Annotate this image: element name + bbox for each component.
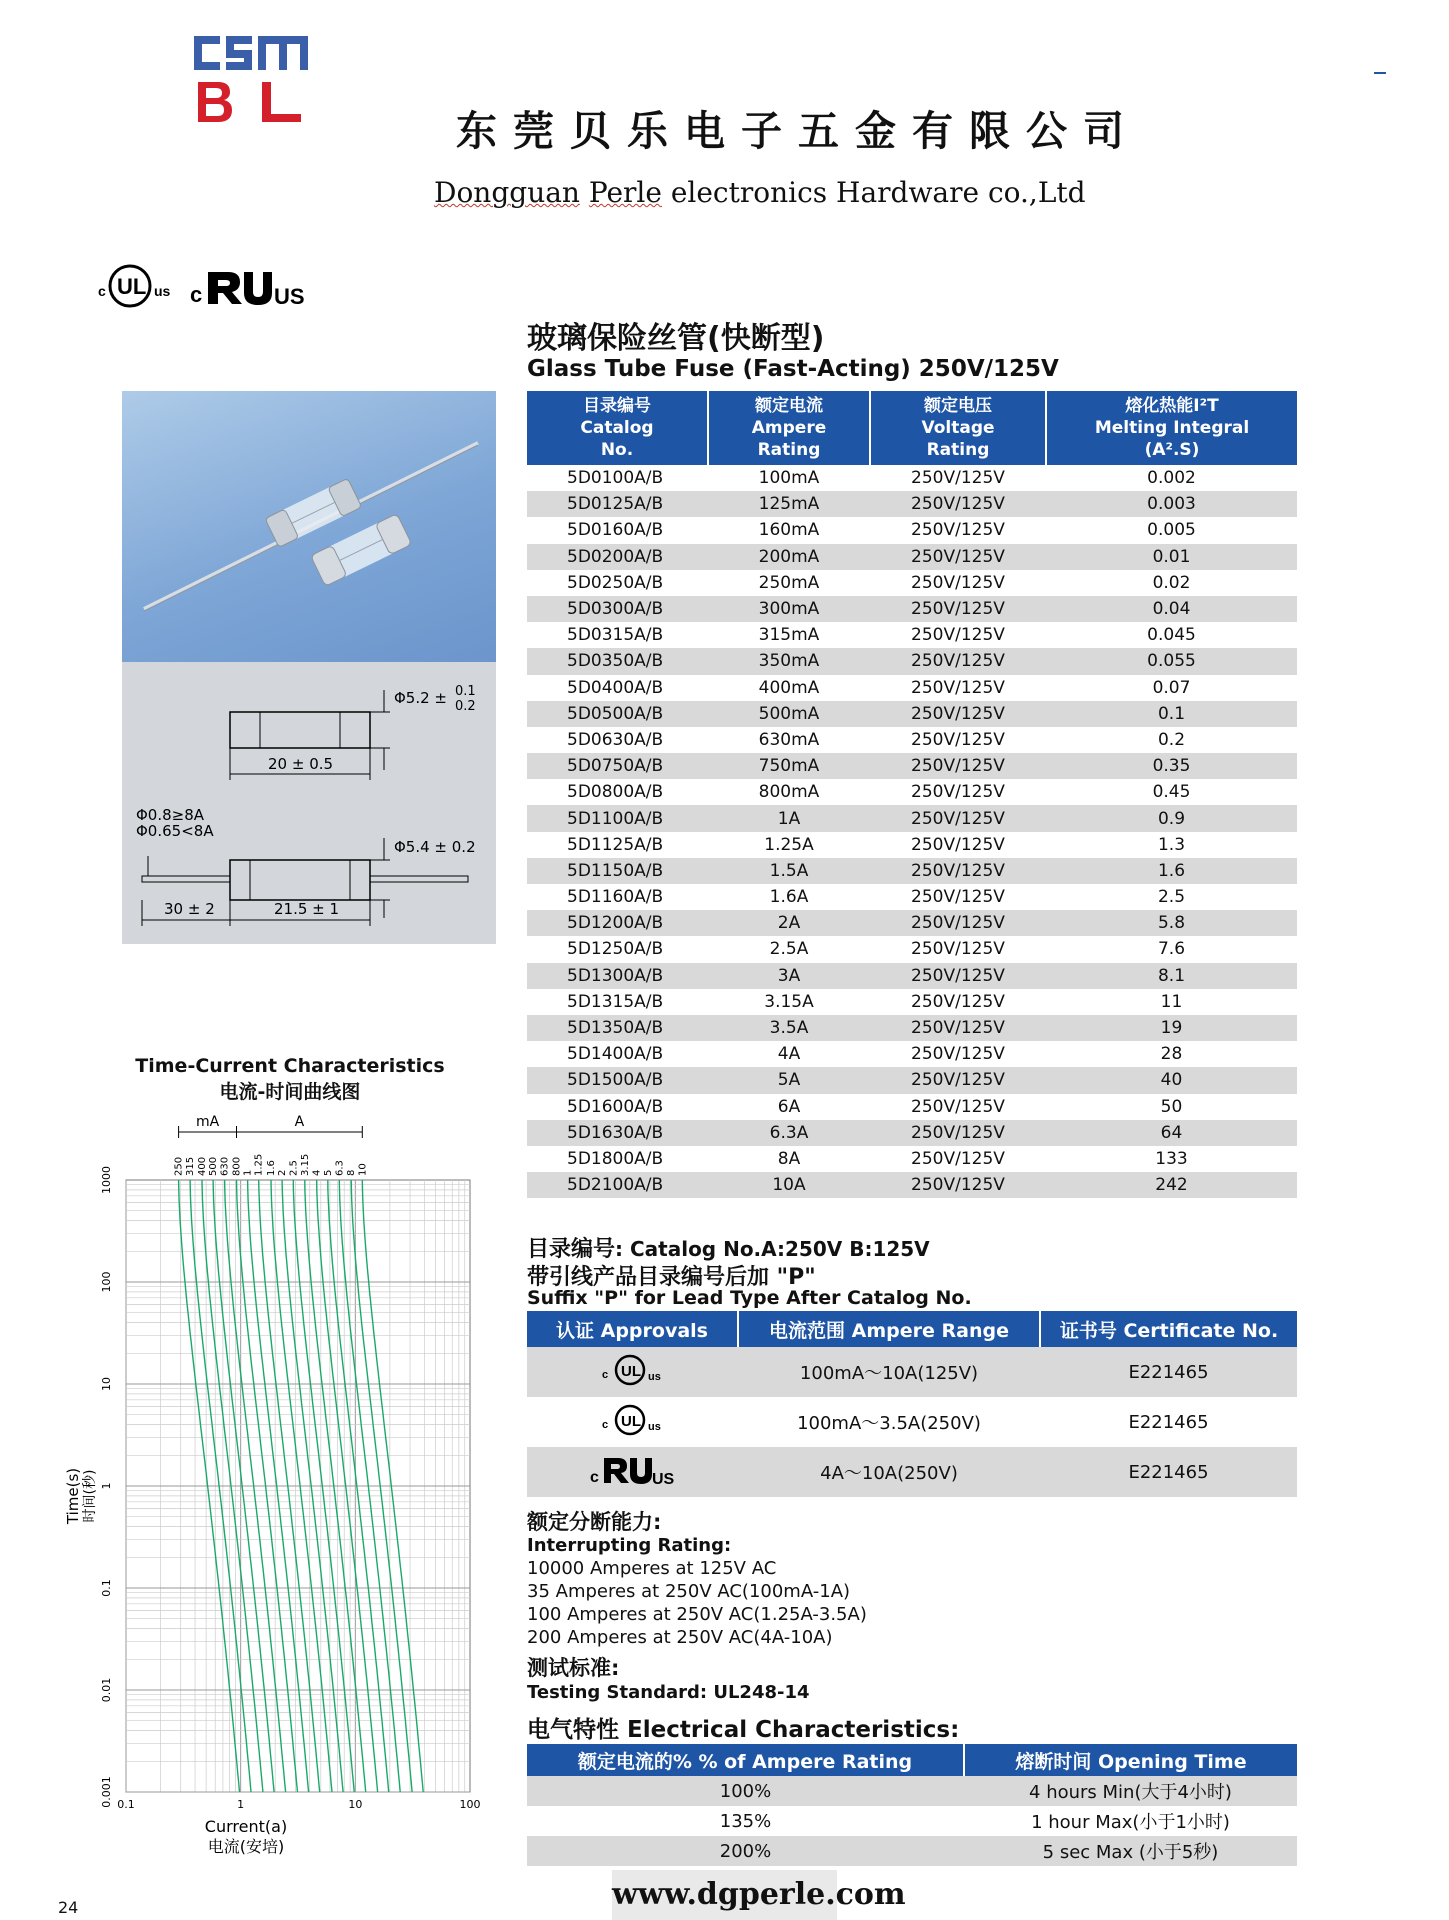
ampere-rating: 8A [777, 1148, 801, 1169]
catalog-no: 5D1160A/B [567, 887, 664, 908]
voltage-rating: 250V/125V [870, 544, 1046, 570]
voltage-rating: 250V/125V [870, 753, 1046, 779]
voltage-rating: 250V/125V [870, 1067, 1046, 1093]
voltage-rating: 250V/125V [870, 858, 1046, 884]
spec-row [527, 517, 1297, 543]
catalog-no: 5D0300A/B [527, 596, 708, 622]
x-axis-label-cn: 电流(安培) [207, 1837, 285, 1856]
spec-row [527, 858, 1297, 884]
voltage-rating: 250V/125V [870, 596, 1046, 622]
spec-row [527, 1146, 1297, 1172]
dim-body-length: 21.5 ± 1 [274, 900, 340, 918]
spec-row [527, 596, 1297, 622]
interrupting-title-cn: 额定分断能力: [527, 1510, 662, 1534]
catalog-note [527, 1232, 930, 1263]
ru-mark-us: US [274, 284, 305, 309]
approval-cert: E221465 [1040, 1347, 1297, 1397]
spec-row [527, 491, 1297, 517]
melting-integral: 0.45 [1152, 782, 1191, 803]
catalog-no: 5D1100A/B [527, 805, 708, 831]
ampere-rating: 6.3A [708, 1120, 870, 1146]
spec-row [527, 465, 1297, 491]
header-ampere-range: 电流范围 Ampere Range [738, 1311, 1040, 1347]
chart-title-cn: 电流-时间曲线图 [219, 1081, 361, 1103]
catalog-no: 5D1300A/B [527, 963, 708, 989]
approval-row [527, 1447, 1297, 1497]
approval-row [527, 1397, 1297, 1447]
approval-row [527, 1347, 1297, 1397]
ampere-rating: 630mA [758, 729, 820, 750]
approvals-header [527, 1311, 1297, 1347]
electrical-table [527, 1744, 1297, 1866]
approval-cert: E221465 [1128, 1411, 1209, 1433]
header-catalog: 目录编号 Catalog No. [527, 391, 708, 465]
y-axis-label-cn: 时间(秒) [82, 1469, 98, 1523]
ampere-rating: 500mA [708, 701, 870, 727]
company-word-dongguan: Dongguan [434, 176, 580, 209]
electrical-row [527, 1806, 1297, 1836]
interrupting-line: 100 Amperes at 250V AC(1.25A-3.5A) [527, 1604, 867, 1625]
voltage-rating: 250V/125V [870, 491, 1046, 517]
ampere-rating: 3.5A [708, 1015, 870, 1041]
melting-integral: 0.02 [1152, 572, 1191, 593]
approval-cert: E221465 [1040, 1447, 1297, 1497]
ul-mark-us: us [154, 283, 171, 299]
voltage-rating: 250V/125V [911, 729, 1005, 750]
company-name-en [434, 176, 1086, 209]
page-number: 24 [58, 1898, 79, 1917]
dim-lead-1: Φ0.8≥8A [136, 806, 205, 824]
corner-mark [1374, 72, 1386, 74]
voltage-rating: 250V/125V [911, 677, 1005, 698]
ampere-rating: 1.25A [764, 834, 814, 855]
ampere-rating: 315mA [758, 625, 820, 646]
ampere-rating: 6A [777, 1096, 801, 1117]
header-voltage: 额定电压 Voltage Rating [870, 391, 1046, 465]
catalog-no: 5D0250A/B [567, 572, 664, 593]
melting-integral: 28 [1160, 1044, 1183, 1065]
elec-time: 1 hour Max(小于1小时) [1031, 1812, 1230, 1833]
company-logo [186, 26, 316, 130]
catalog-no: 5D1500A/B [527, 1067, 708, 1093]
voltage-rating: 250V/125V [870, 1015, 1046, 1041]
product-title-en: Glass Tube Fuse (Fast-Acting) 250V/125V [527, 356, 1059, 382]
voltage-rating: 250V/125V [911, 625, 1005, 646]
spec-row [527, 1094, 1297, 1120]
melting-integral: 0.005 [1147, 520, 1196, 541]
catalog-no: 5D1800A/B [567, 1148, 664, 1169]
catalog-no: 5D2100A/B [527, 1172, 708, 1198]
x-tick-label: 0.1 [117, 1798, 135, 1811]
svg-text:us: us [647, 1420, 661, 1433]
suffix-note-en: Suffix "P" for Lead Type After Catalog No. [527, 1287, 972, 1309]
x-axis-label: Current(a) [204, 1817, 288, 1836]
catalog-no: 5D0315A/B [567, 625, 664, 646]
voltage-rating: 250V/125V [911, 887, 1005, 908]
voltage-rating: 250V/125V [911, 1148, 1005, 1169]
catalog-no: 5D0100A/B [567, 468, 664, 489]
x-tick-label: 100 [459, 1798, 481, 1811]
ampere-rating: 1A [708, 805, 870, 831]
voltage-rating: 250V/125V [911, 939, 1005, 960]
interrupting-line: 35 Amperes at 250V AC(100mA-1A) [527, 1581, 851, 1602]
company-name-cn: 东莞贝乐电子五金有限公司 [456, 107, 1140, 155]
interrupting-title-en: Interrupting Rating: [527, 1535, 732, 1556]
series-label: 8 [346, 1169, 358, 1176]
spec-row [527, 701, 1297, 727]
header-ampere: 额定电流 Ampere Rating [708, 391, 870, 465]
ampere-rating: 200mA [708, 544, 870, 570]
spec-row [527, 832, 1297, 858]
chart-title-en: Time-Current Characteristics [135, 1055, 445, 1077]
electrical-header [527, 1744, 1297, 1776]
ru-cert-icon [527, 1447, 738, 1497]
catalog-no: 5D0125A/B [527, 491, 708, 517]
series-label: 250 [173, 1156, 185, 1176]
melting-integral: 0.04 [1046, 596, 1297, 622]
svg-text:c: c [589, 1468, 599, 1486]
melting-integral: 0.2 [1157, 729, 1186, 750]
series-label: 3.15 [299, 1153, 311, 1176]
melting-integral: 0.07 [1152, 677, 1191, 698]
melting-integral: 7.6 [1157, 939, 1186, 960]
spec-row [527, 1172, 1297, 1198]
elec-percent: 100% [527, 1776, 964, 1806]
melting-integral: 0.002 [1147, 468, 1196, 489]
electrical-title [527, 1711, 959, 1744]
ampere-rating: 4A [777, 1044, 801, 1065]
melting-integral: 0.045 [1147, 625, 1196, 646]
elec-percent: 135% [719, 1810, 772, 1832]
product-title-cn: 玻璃保险丝管(快断型) [527, 321, 825, 356]
y-tick-label: 100 [100, 1271, 113, 1293]
catalog-no: 5D0750A/B [527, 753, 708, 779]
melting-integral: 64 [1046, 1120, 1297, 1146]
svg-text:us: us [647, 1370, 661, 1383]
group-label-ma: mA [195, 1114, 220, 1130]
series-label: 500 [208, 1156, 220, 1176]
voltage-rating: 250V/125V [911, 991, 1005, 1012]
spec-row [527, 884, 1297, 910]
catalog-note-en: : Catalog No.A:250V B:125V [615, 1237, 930, 1261]
ampere-rating: 100mA [758, 468, 820, 489]
x-tick-label: 1 [237, 1798, 245, 1811]
dimension-drawing-svg [122, 662, 496, 944]
electrical-title-cn: 电气特性 [527, 1717, 619, 1743]
spec-row [527, 570, 1297, 596]
catalog-no: 5D0500A/B [527, 701, 708, 727]
svg-text:c: c [601, 1368, 608, 1381]
certification-marks [98, 260, 328, 310]
series-label: 1.6 [266, 1160, 278, 1176]
spec-row [527, 779, 1297, 805]
melting-integral: 0.1 [1046, 701, 1297, 727]
dim-dia-top-tol-hi: 0.1 [455, 684, 476, 699]
series-label: 6.3 [334, 1160, 346, 1176]
ul-mark-c: c [98, 283, 106, 299]
melting-integral: 0.9 [1046, 805, 1297, 831]
melting-integral: 19 [1046, 1015, 1297, 1041]
group-label-a: A [294, 1114, 305, 1130]
recognized-component-icon [208, 272, 242, 304]
company-rest: electronics Hardware co.,Ltd [661, 176, 1086, 209]
y-tick-label: 0.01 [100, 1677, 113, 1703]
ampere-rating: 350mA [708, 648, 870, 674]
header-opening-time: 熔断时间 Opening Time [964, 1744, 1297, 1776]
elec-percent: 200% [527, 1836, 964, 1866]
ampere-rating: 125mA [708, 491, 870, 517]
y-axis-label: Time(s) [64, 1467, 82, 1525]
catalog-no: 5D1250A/B [567, 939, 664, 960]
catalog-no: 5D1200A/B [527, 910, 708, 936]
svg-text:c: c [601, 1418, 608, 1431]
spec-row [527, 989, 1297, 1015]
spec-row [527, 622, 1297, 648]
ampere-rating: 800mA [758, 782, 820, 803]
series-label: 2.5 [288, 1160, 300, 1176]
interrupting-line: 10000 Amperes at 125V AC [527, 1558, 777, 1579]
approval-range: 100mA～3.5A(250V) [797, 1413, 981, 1434]
series-label: 4 [311, 1169, 323, 1176]
ul-cert-icon [527, 1347, 738, 1397]
spec-row [527, 753, 1297, 779]
spec-row [527, 544, 1297, 570]
catalog-no: 5D1400A/B [567, 1044, 664, 1065]
spec-row [527, 910, 1297, 936]
elec-time: 5 sec Max (小于5秒) [964, 1836, 1297, 1866]
testing-standard: Testing Standard: UL248-14 [527, 1682, 810, 1703]
y-tick-label: 1 [100, 1482, 113, 1490]
chart-title [120, 1055, 460, 1104]
spec-table-header [527, 391, 1297, 465]
testing-title-cn: 测试标准: [527, 1656, 620, 1680]
voltage-rating: 250V/125V [870, 963, 1046, 989]
voltage-rating: 250V/125V [911, 572, 1005, 593]
fuse-photo-illustration [122, 391, 496, 662]
dim-dia-bottom: Φ5.4 ± 0.2 [394, 838, 476, 856]
melting-integral: 0.01 [1046, 544, 1297, 570]
ampere-rating: 160mA [758, 520, 820, 541]
dim-lead-2: Φ0.65<8A [136, 822, 214, 840]
spec-row [527, 675, 1297, 701]
product-photo [122, 391, 496, 662]
ampere-rating: 1.6A [769, 887, 809, 908]
catalog-no: 5D1315A/B [567, 991, 664, 1012]
y-tick-label: 10 [100, 1377, 113, 1391]
header-melting-integral: 熔化热能I²T Melting Integral (A².S) [1046, 391, 1297, 465]
voltage-rating: 250V/125V [911, 468, 1005, 489]
series-label: 5 [322, 1169, 334, 1176]
dim-dia-top-tol-lo: 0.2 [455, 699, 476, 714]
catalog-note-cn: 目录编号 [527, 1237, 616, 1262]
catalog-no: 5D0400A/B [567, 677, 664, 698]
time-current-chart [60, 1110, 500, 1870]
series-label: 800 [231, 1156, 243, 1176]
voltage-rating: 250V/125V [870, 648, 1046, 674]
spec-row [527, 1120, 1297, 1146]
voltage-rating: 250V/125V [911, 520, 1005, 541]
ampere-rating: 2.5A [769, 939, 809, 960]
series-label: 400 [196, 1156, 208, 1176]
melting-integral: 11 [1160, 991, 1183, 1012]
dim-length-top: 20 ± 0.5 [268, 755, 334, 773]
dimension-drawing [122, 662, 496, 944]
series-label: 1 [242, 1169, 254, 1176]
melting-integral: 2.5 [1157, 887, 1186, 908]
spec-row [527, 1015, 1297, 1041]
catalog-no: 5D0160A/B [567, 520, 664, 541]
electrical-row [527, 1776, 1297, 1806]
spec-row [527, 1067, 1297, 1093]
voltage-rating: 250V/125V [870, 701, 1046, 727]
ul-mark-text: UL [117, 274, 147, 299]
series-label: 315 [185, 1156, 197, 1176]
ampere-rating: 750mA [708, 753, 870, 779]
spec-row [527, 963, 1297, 989]
melting-integral: 0.35 [1046, 753, 1297, 779]
ampere-rating: 3.15A [764, 991, 814, 1012]
ampere-rating: 400mA [758, 677, 820, 698]
melting-integral: 5.8 [1046, 910, 1297, 936]
melting-integral: 50 [1160, 1096, 1183, 1117]
y-tick-label: 0.001 [100, 1776, 113, 1808]
suffix-note-cn: 带引线产品目录编号后加 "P" [527, 1265, 816, 1290]
melting-integral: 1.6 [1046, 858, 1297, 884]
fuse-spec-table [527, 391, 1297, 1198]
electrical-title-en: Electrical Characteristics: [619, 1717, 960, 1743]
melting-integral: 242 [1046, 1172, 1297, 1198]
ampere-rating: 300mA [708, 596, 870, 622]
approval-range: 4A～10A(250V) [738, 1447, 1040, 1497]
ampere-rating: 2A [708, 910, 870, 936]
catalog-no: 5D1150A/B [527, 858, 708, 884]
voltage-rating: 250V/125V [870, 1172, 1046, 1198]
ampere-rating: 10A [708, 1172, 870, 1198]
header-percent-rating: 额定电流的% % of Ampere Rating [527, 1744, 964, 1776]
ampere-rating: 1.5A [708, 858, 870, 884]
spec-row [527, 648, 1297, 674]
catalog-no: 5D1630A/B [527, 1120, 708, 1146]
company-word-perle: Perle [588, 176, 662, 209]
x-tick-label: 10 [348, 1798, 363, 1811]
voltage-rating: 250V/125V [911, 1096, 1005, 1117]
melting-integral: 40 [1046, 1067, 1297, 1093]
voltage-rating: 250V/125V [870, 805, 1046, 831]
catalog-no: 5D1125A/B [567, 834, 664, 855]
catalog-no: 5D0350A/B [527, 648, 708, 674]
ul-cert-icon [527, 1397, 738, 1447]
approval-range: 100mA～10A(125V) [738, 1347, 1040, 1397]
voltage-rating: 250V/125V [911, 834, 1005, 855]
website-url[interactable]: www.dgperle.com [612, 1870, 837, 1920]
svg-text:UL: UL [620, 1412, 641, 1430]
catalog-no: 5D1350A/B [527, 1015, 708, 1041]
voltage-rating: 250V/125V [911, 1044, 1005, 1065]
catalog-no: 5D0200A/B [527, 544, 708, 570]
voltage-rating: 250V/125V [870, 1120, 1046, 1146]
spec-row [527, 936, 1297, 962]
melting-integral: 8.1 [1046, 963, 1297, 989]
melting-integral: 133 [1155, 1148, 1188, 1169]
y-tick-label: 1000 [100, 1166, 113, 1194]
header-approvals: 认证 Approvals [527, 1311, 738, 1347]
spec-row [527, 1041, 1297, 1067]
ampere-rating: 5A [708, 1067, 870, 1093]
y-tick-label: 0.1 [100, 1579, 113, 1597]
elec-time: 4 hours Min(大于4小时) [964, 1776, 1297, 1806]
melting-integral: 0.055 [1046, 648, 1297, 674]
voltage-rating: 250V/125V [870, 910, 1046, 936]
ampere-rating: 3A [708, 963, 870, 989]
series-label: 630 [219, 1156, 231, 1176]
series-label: 2 [277, 1169, 289, 1176]
catalog-no: 5D1600A/B [567, 1096, 664, 1117]
series-label: 10 [357, 1163, 369, 1176]
spec-row [527, 727, 1297, 753]
header-certificate: 证书号 Certificate No. [1040, 1311, 1297, 1347]
svg-text:US: US [651, 1470, 674, 1488]
voltage-rating: 250V/125V [911, 782, 1005, 803]
spec-row [527, 805, 1297, 831]
catalog-no: 5D0800A/B [567, 782, 664, 803]
electrical-row [527, 1836, 1297, 1866]
melting-integral: 1.3 [1157, 834, 1186, 855]
melting-integral: 0.003 [1046, 491, 1297, 517]
spec-table-body [527, 465, 1297, 1198]
interrupting-line: 200 Amperes at 250V AC(4A-10A) [527, 1627, 833, 1648]
company-space [580, 176, 589, 209]
dim-lead-length: 30 ± 2 [164, 900, 215, 918]
svg-text:UL: UL [620, 1362, 641, 1380]
ampere-rating: 250mA [758, 572, 820, 593]
ru-mark-c: c [190, 282, 203, 307]
dim-dia-top: Φ5.2 ± [394, 689, 447, 707]
catalog-no: 5D0630A/B [567, 729, 664, 750]
series-label: 1.25 [253, 1153, 265, 1176]
approvals-table [527, 1311, 1297, 1497]
